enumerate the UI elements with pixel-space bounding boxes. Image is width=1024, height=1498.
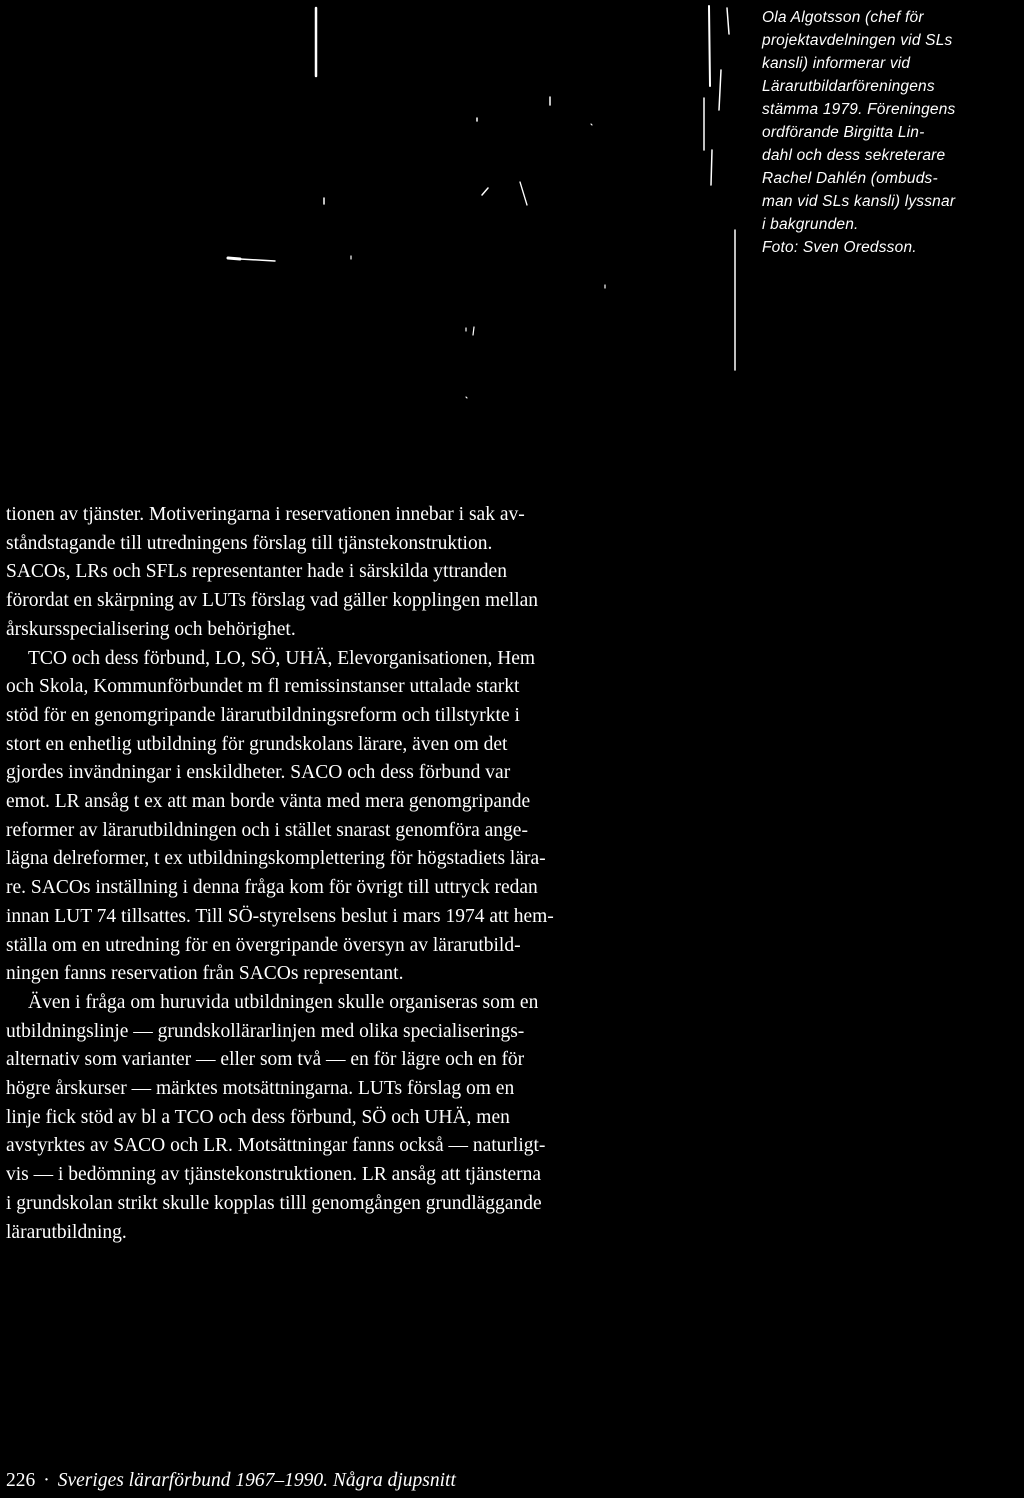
body-line: gjordes invändningar i enskildheter. SACO och dess förbund var xyxy=(6,762,511,784)
body-line: vis — i bedömning av tjänstekonstruktionen. LR ansåg att tjänsterna xyxy=(6,1164,542,1186)
body-line: avstyrktes av SACO och LR. Motsättningar fanns också — naturligt- xyxy=(6,1135,546,1157)
photo xyxy=(0,0,956,470)
body-text xyxy=(6,501,734,1247)
body-line: och Skola, Kommunförbundet m fl remissinstanser uttalade starkt xyxy=(6,676,520,698)
book-title: Sveriges lärarförbund 1967–1990. Några djupsnitt xyxy=(57,1470,456,1491)
body-line: innan LUT 74 tillsattes. Till SÖ-styrelsens beslut i mars 1974 att hem- xyxy=(6,905,554,927)
caption-line: Lärarutbildarföreningens xyxy=(762,78,935,95)
body-line: utbildningslinje — grundskollärarlinjen med olika specialiserings- xyxy=(6,1020,525,1042)
caption-line: Ola Algotsson (chef för xyxy=(762,9,924,26)
body-line: ningen fanns reservation från SACOs representant. xyxy=(6,963,404,985)
page-footer xyxy=(6,1469,456,1493)
body-line: i grundskolan strikt skulle kopplas tilll genomgången grundläggande xyxy=(6,1192,542,1214)
body-line: TCO och dess förbund, LO, SÖ, UHÄ, Elevorganisationen, Hem xyxy=(28,647,536,669)
body-line: stort en enhetlig utbildning för grundskolans lärare, även om det xyxy=(6,733,508,755)
body-line: högre årskurser — märktes motsättningarna. LUTs förslag om en xyxy=(6,1078,515,1100)
photo-caption xyxy=(762,6,962,259)
body-line: lärarutbildning. xyxy=(6,1221,127,1243)
caption-line: i bakgrunden. xyxy=(762,216,859,233)
body-line: emot. LR ansåg t ex att man borde vänta med mera genomgripande xyxy=(6,791,531,813)
caption-credit: Foto: Sven Oredsson. xyxy=(762,239,917,256)
body-line: förordat en skärpning av LUTs förslag vad gäller kopplingen mellan xyxy=(6,590,539,612)
page-number: 226 xyxy=(6,1470,36,1491)
caption-line: man vid SLs kansli) lyssnar xyxy=(762,193,956,210)
body-line: lägna delreformer, t ex utbildningskomplettering för högstadiets lära- xyxy=(6,848,546,870)
body-line: reformer av lärarutbildningen och i stället snarast genomföra ange- xyxy=(6,819,528,841)
body-line: alternativ som varianter — eller som två — en för lägre och en för xyxy=(6,1049,525,1071)
body-line: ståndstagande till utredningens förslag till tjänstekonstruktion. xyxy=(6,532,493,554)
body-line: tionen av tjänster. Motiveringarna i reservationen innebar i sak av- xyxy=(6,504,525,525)
caption-line: Rachel Dahlén (ombuds- xyxy=(762,170,938,187)
body-line: Även i fråga om huruvida utbildningen skulle organiseras som en xyxy=(28,991,539,1013)
footer-separator: · xyxy=(43,1470,50,1491)
body-line: årskursspecialisering och behörighet. xyxy=(6,618,296,640)
caption-line: kansli) informerar vid xyxy=(762,55,911,72)
body-line: SACOs, LRs och SFLs representanter hade i särskilda yttranden xyxy=(6,561,507,583)
body-line: re. SACOs inställning i denna fråga kom för övrigt till uttryck redan xyxy=(6,877,538,899)
caption-line: projektavdelningen vid SLs xyxy=(762,32,953,49)
caption-line: ordförande Birgitta Lin- xyxy=(762,124,925,141)
caption-line: stämma 1979. Föreningens xyxy=(762,101,956,118)
body-line: stöd för en genomgripande lärarutbildningsreform och tillstyrkte i xyxy=(6,704,520,726)
body-line: linje fick stöd av bl a TCO och dess förbund, SÖ och UHÄ, men xyxy=(6,1106,510,1128)
body-line: ställa om en utredning för en övergripande översyn av lärarutbild- xyxy=(6,934,521,956)
caption-line: dahl och dess sekreterare xyxy=(762,147,946,164)
photo-artifacts xyxy=(0,0,745,470)
